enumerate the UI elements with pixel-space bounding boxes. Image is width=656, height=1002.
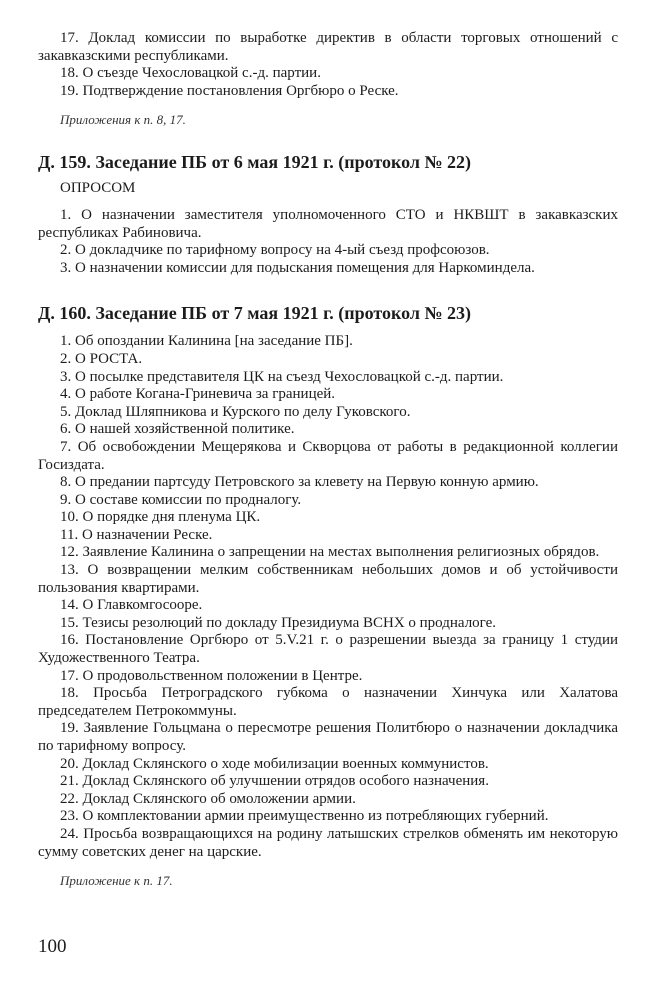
list-item: 2. О РОСТА. bbox=[60, 350, 143, 367]
top-items-list bbox=[38, 30, 618, 100]
list-item: 11. О назначении Реске. bbox=[60, 526, 213, 543]
list-item: 5. Доклад Шляпникова и Курского по делу Гуковского. bbox=[60, 403, 411, 420]
list-item: 8. О предании партсуду Петровского за клевету на Первую конную армию. bbox=[60, 474, 539, 491]
section-heading-d159: Д. 159. Заседание ПБ от 6 мая 1921 г. (протокол № 22) bbox=[38, 152, 472, 173]
list-item: 2. О докладчике по тарифному вопросу на 4-ый съезд профсоюзов. bbox=[60, 242, 490, 259]
list-item: 22. Доклад Склянского об омоложении армии. bbox=[60, 790, 356, 807]
list-item: 6. О нашей хозяйственной политике. bbox=[60, 421, 295, 438]
list-item: 12. Заявление Калинина о запрещении на местах выполнения религиозных обрядов. bbox=[60, 544, 600, 561]
section-subheading: ОПРОСОМ bbox=[60, 180, 136, 197]
list-item: 18. О съезде Чехословацкой с.-д. партии. bbox=[60, 65, 321, 82]
list-item: 16. Постановление Оргбюро от 5.V.21 г. о разрешении выезда за границу 1 студии Художественного Театра. bbox=[38, 632, 618, 667]
list-item: 3. О посылке представителя ЦК на съезд Чехословацкой с.-д. партии. bbox=[60, 368, 504, 385]
appendix-note: Приложения к п. 8, 17. bbox=[60, 112, 186, 128]
list-item: 21. Доклад Склянского об улучшении отрядов особого назначения. bbox=[60, 773, 489, 790]
list-item: 19. Заявление Гольцмана о пересмотре решения Политбюро о назначении докладчика по тарифному вопросу. bbox=[38, 720, 618, 754]
section1-items-list bbox=[38, 207, 618, 277]
list-item: 3. О назначении комиссии для подыскания помещения для Наркоминдела. bbox=[60, 259, 535, 276]
list-item: 18. Просьба Петроградского губкома о назначении Хинчука или Халатова председателем Петрокоммуны. bbox=[38, 685, 618, 719]
list-item: 1. О назначении заместителя уполномоченного СТО и НКВШТ в закавказских республиках Рабиновича. bbox=[38, 206, 618, 241]
list-item: 17. Доклад комиссии по выработке директив в области торговых отношений с закавказскими республиками. bbox=[38, 30, 618, 64]
list-item: 10. О порядке дня пленума ЦК. bbox=[60, 509, 261, 526]
list-item: 23. О комплектовании армии преимущественно из потребляющих губерний. bbox=[60, 808, 549, 825]
list-item: 7. Об освобождении Мещерякова и Скворцова от работы в редакционной коллегии Госиздата. bbox=[38, 438, 618, 473]
section2-items-list bbox=[38, 333, 618, 861]
page-number: 100 bbox=[38, 936, 67, 957]
list-item: 20. Доклад Склянского о ходе мобилизации военных коммунистов. bbox=[60, 755, 489, 772]
list-item: 4. О работе Когана-Гриневича за границей. bbox=[60, 386, 336, 403]
list-item: 19. Подтверждение постановления Оргбюро о Реске. bbox=[60, 82, 399, 99]
list-item: 24. Просьба возвращающихся на родину латышских стрелков обменять им некоторую сумму советских денег на царские. bbox=[38, 825, 618, 860]
list-item: 17. О продовольственном положении в Центре. bbox=[60, 667, 363, 684]
document-page bbox=[38, 30, 618, 889]
list-item: 15. Тезисы резолюций по докладу Президиума ВСНХ о продналоге. bbox=[60, 614, 497, 631]
appendix-note: Приложение к п. 17. bbox=[60, 873, 173, 889]
list-item: 1. Об опоздании Калинина [на заседание ПБ]. bbox=[60, 333, 353, 350]
list-item: 14. О Главкомгосооре. bbox=[60, 597, 203, 614]
section-heading-d160: Д. 160. Заседание ПБ от 7 мая 1921 г. (протокол № 23) bbox=[38, 303, 472, 324]
list-item: 13. О возвращении мелким собственникам небольших домов и об устойчивости пользования квартирами. bbox=[38, 562, 618, 596]
list-item: 9. О составе комиссии по продналогу. bbox=[60, 491, 302, 508]
